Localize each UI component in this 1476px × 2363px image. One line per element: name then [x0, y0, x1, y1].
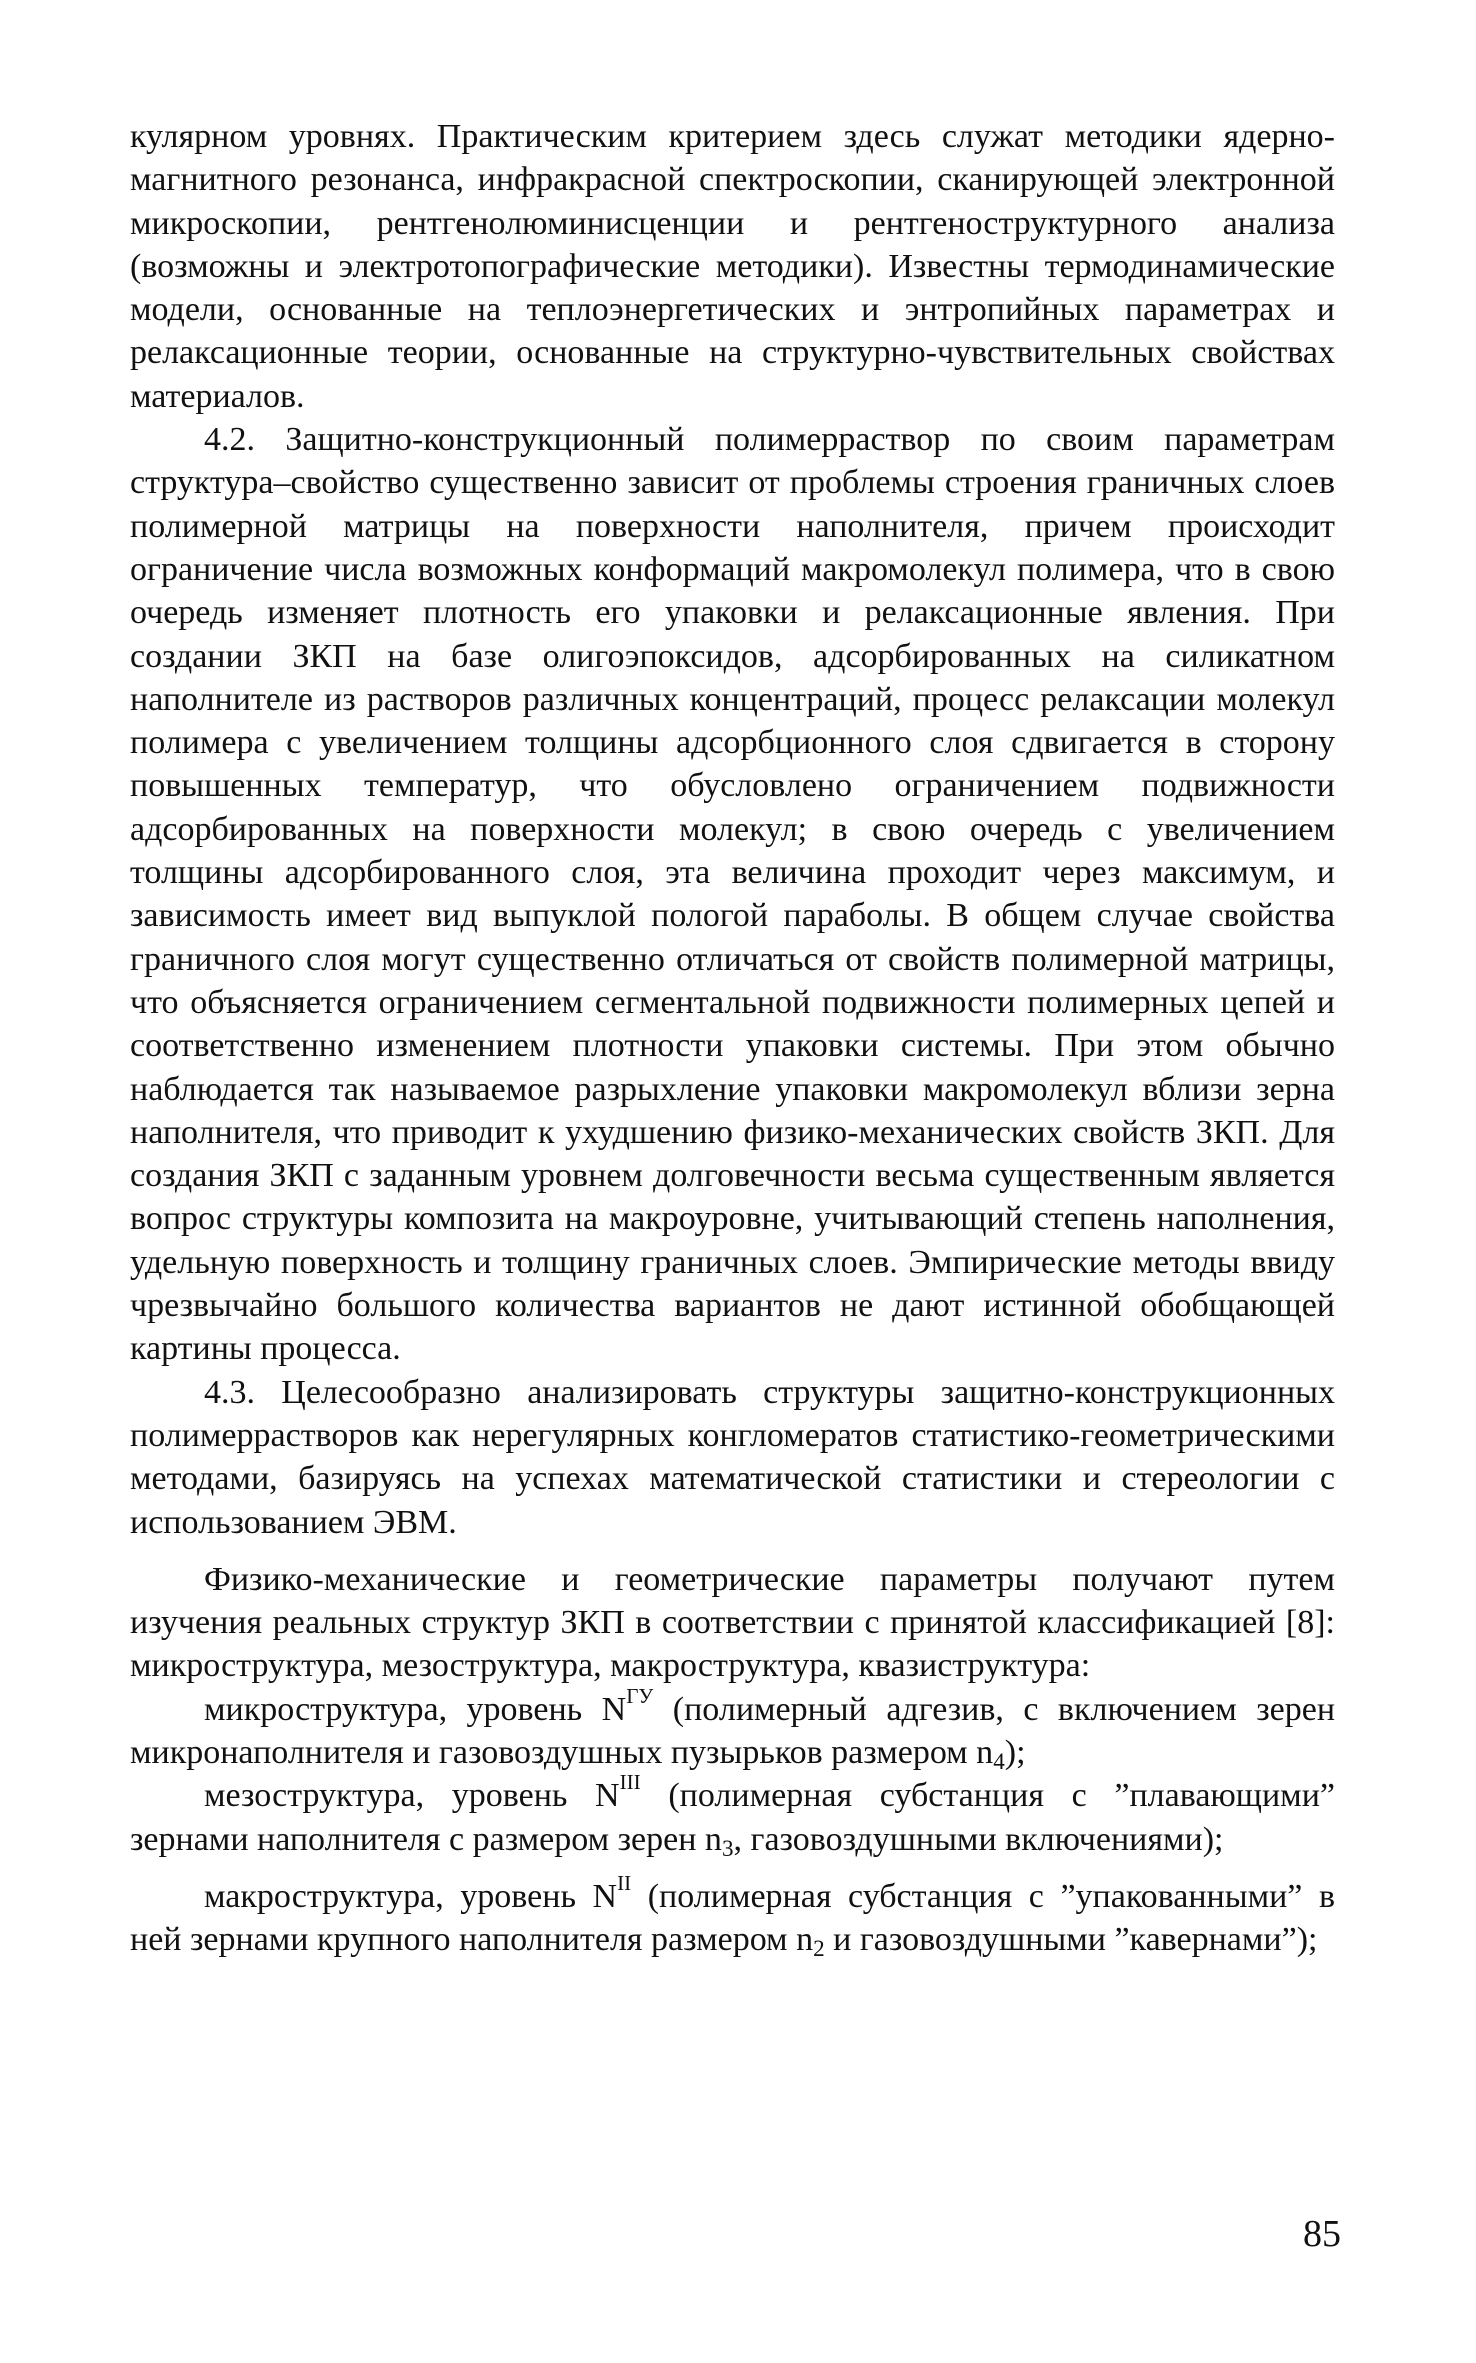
- micro-text-before: микроструктура, уровень N: [204, 1690, 627, 1728]
- page-number: 85: [1303, 2213, 1341, 2255]
- list-item-microstructure: [130, 1683, 1336, 1775]
- micro-text-middle: (полимерный адгезив, с включением зерен микронаполнителя и газовоздушных пузырьков размером n: [130, 1690, 1336, 1771]
- meso-size-subscript: 3: [721, 1835, 734, 1862]
- macro-text-before: макроструктура, уровень N: [204, 1877, 618, 1915]
- meso-text-after: , газовоздушными включениями);: [733, 1820, 1224, 1858]
- paragraph-classification: Физико-механические и геометрические параметры получают путем изучения реальных структур ЗКП в соответствии с принятой классификацией [8]: микроструктура, мезоструктура, макроструктура, квазиструктура:: [130, 1560, 1335, 1685]
- list-item-mesostructure: [130, 1770, 1335, 1862]
- meso-level-superscript: III: [619, 1770, 641, 1795]
- micro-size-subscript: 4: [993, 1748, 1005, 1775]
- paragraph-4-3: 4.3. Целесообразно анализировать структуры защитно-конструкционных полимеррастворов как нерегулярных конгломератов статистико-геометрическими методами, базируясь на успехах математической статистики и стереологии с использованием ЭВМ.: [130, 1373, 1335, 1541]
- page-body: [130, 115, 1335, 1961]
- paragraph-continuation: кулярном уровнях. Практическим критерием здесь служат методики ядерно-магнитного резонанса, инфракрасной спектроскопии, сканирующей электронной микроскопии, рентгенолюминисценции и рентгеноструктурного анализа (возможны и электротопографические методики). Известны термодинамические модели, основанные на теплоэнергетических и энтропийных параметрах и релаксационные теории, основанные на структурно-чувствительных свойствах материалов.: [130, 118, 1335, 415]
- meso-text-before: мезоструктура, уровень N: [204, 1777, 620, 1815]
- macro-size-subscript: 2: [813, 1935, 825, 1962]
- macro-text-middle: (полимерная субстанция с ”упакованными” в ней зернами крупного наполнителя размером n: [130, 1877, 1336, 1959]
- micro-text-after: );: [1004, 1733, 1026, 1771]
- meso-text-middle: (полимерная субстанция с ”плавающими” зернами наполнителя с размером зерен n: [130, 1777, 1335, 1858]
- macro-level-superscript: II: [617, 1871, 632, 1896]
- list-item-macrostructure: [130, 1871, 1336, 1962]
- paragraph-4-2: 4.2. Защитно-конструкционный полимерраствор по своим параметрам структура–свойство существенно зависит от проблемы строения граничных слоев полимерной матрицы на поверхности наполнителя, причем происходит ограничение числа возможных конформаций макромолекул полимера, что в свою очередь изменяет плотность его упаковки и релаксационные явления. При создании ЗКП на базе олигоэпоксидов, адсорбированных на силикатном наполнителе из растворов различных концентраций, процесс релаксации молекул полимера с увеличением толщины адсорбционного слоя сдвигается в сторону повышенных температур, что обусловлено ограничением подвижности адсорбированных на поверхности молекул; в свою очередь с увеличением толщины адсорбированного слоя, эта величина проходит через максимум, и зависимость имеет вид выпуклой пологой параболы. В общем случае свойства граничного слоя могут существенно отличаться от свойств полимерной матрицы, что объясняется ограничением сегментальной подвижности полимерных цепей и соответственно изменением плотности упаковки системы. При этом обычно наблюдается так называемое разрыхление упаковки макромолекул вблизи зерна наполнителя, что приводит к ухудшению физико-механических свойств ЗКП. Для создания ЗКП с заданным уровнем долговечности весьма существенным является вопрос структуры композита на макроуровне, учитывающий степень наполнения, удельную поверхность и толщину граничных слоев. Эмпирические методы ввиду чрезвычайно большого количества вариантов не дают истинной обобщающей картины процесса.: [130, 421, 1335, 1368]
- micro-level-superscript: ГУ: [626, 1683, 654, 1708]
- macro-text-after: и газовоздушными ”кавернами”);: [824, 1921, 1318, 1959]
